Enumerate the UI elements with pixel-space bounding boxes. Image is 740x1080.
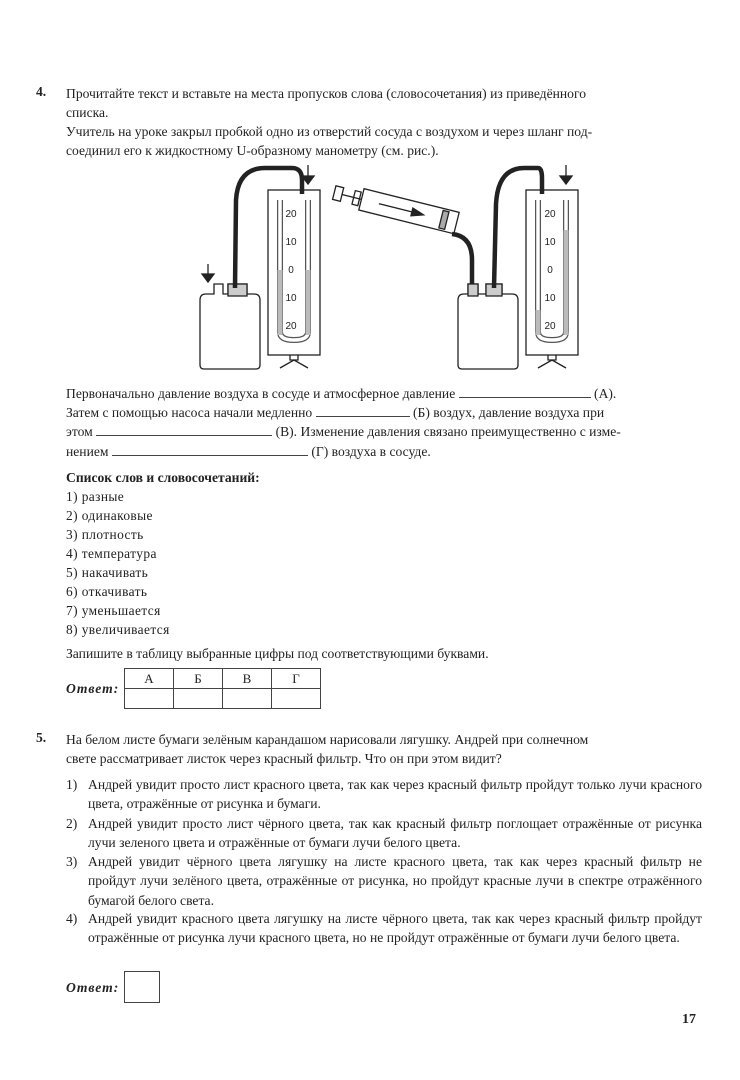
fill-in-line-d: нением (Г) воздуха в сосуде. bbox=[66, 443, 431, 459]
option-number: 1) bbox=[66, 777, 78, 792]
answer-cell-v[interactable] bbox=[223, 689, 272, 709]
question-4-prompt-line: списка. bbox=[66, 105, 109, 120]
question-5-prompt-line: На белом листе бумаги зелёным карандашом нарисовали лягушку. Андрей при солнечном bbox=[66, 732, 589, 747]
question-4-number: 4. bbox=[36, 84, 47, 99]
blank-d[interactable] bbox=[112, 442, 308, 456]
page-number: 17 bbox=[682, 1012, 696, 1027]
answer-table bbox=[124, 668, 321, 709]
word-list-title: Список слов и словосочетаний: bbox=[66, 470, 260, 485]
scale-label: 0 bbox=[288, 265, 294, 276]
answer-cell-a[interactable] bbox=[125, 689, 174, 709]
scale-label: 10 bbox=[544, 237, 556, 248]
scale-label: 20 bbox=[544, 321, 556, 332]
table-instruction: Запишите в таблицу выбранные цифры под соответствующими буквами. bbox=[66, 646, 489, 661]
option-3 bbox=[66, 852, 702, 910]
fill-in-line-c: этом (В). Изменение давления связано преимущественно с изме- bbox=[66, 424, 621, 440]
scale-label: 20 bbox=[285, 321, 297, 332]
answer-box[interactable] bbox=[124, 971, 160, 1003]
option-1 bbox=[66, 775, 702, 814]
option-number: 3) bbox=[66, 854, 78, 869]
word-list-item: 3) плотность bbox=[66, 527, 144, 542]
option-number: 2) bbox=[66, 816, 78, 831]
scale-label: 10 bbox=[544, 293, 556, 304]
word-list-item: 2) одинаковые bbox=[66, 508, 153, 523]
word-list-item: 5) накачивать bbox=[66, 565, 149, 580]
option-4 bbox=[66, 909, 702, 948]
question-4-prompt bbox=[66, 84, 706, 160]
table-header-b: Б bbox=[174, 669, 223, 689]
option-text: Андрей увидит просто лист чёрного цвета, так как красный фильтр поглощает отражённые от рисунка лучи зеленого цвета и отражённые от бумаги лучи белого цвета. bbox=[88, 816, 702, 851]
answer-cell-b[interactable] bbox=[174, 689, 223, 709]
fill-in-line-b: Затем с помощью насоса начали медленно (Б) воздух, давление воздуха при bbox=[66, 405, 605, 421]
word-list-item: 8) увеличивается bbox=[66, 622, 170, 637]
table-header-a: А bbox=[125, 669, 174, 689]
question-5-prompt bbox=[66, 730, 706, 768]
answer-cell-g[interactable] bbox=[272, 689, 321, 709]
table-header-g: Г bbox=[272, 669, 321, 689]
scale-label: 10 bbox=[285, 237, 297, 248]
word-list-item: 4) температура bbox=[66, 546, 157, 561]
fill-in-line-a: Первоначально давление воздуха в сосуде и атмосферное давление (А). bbox=[66, 386, 617, 401]
scale-label: 0 bbox=[547, 265, 553, 276]
answer-label: Ответ: bbox=[66, 980, 120, 995]
word-list-item: 1) разные bbox=[66, 489, 125, 504]
option-2 bbox=[66, 814, 702, 853]
question-4-prompt-line: Прочитайте текст и вставьте на места пропусков слова (словосочетания) из приведённого bbox=[66, 86, 586, 101]
fill-in-paragraph bbox=[66, 384, 706, 461]
option-number: 4) bbox=[66, 911, 78, 926]
blank-c[interactable] bbox=[96, 422, 272, 436]
question-4-intro-line: соединил его к жидкостному U-образному манометру (см. рис.). bbox=[66, 143, 439, 158]
question-5-number: 5. bbox=[36, 730, 47, 745]
blank-a[interactable] bbox=[459, 384, 591, 398]
option-text: Андрей увидит просто лист красного цвета, так как через красный фильтр пройдут только лучи красного цвета, отражённые от рисунка и бумаги. bbox=[88, 777, 702, 812]
table-header-v: В bbox=[223, 669, 272, 689]
blank-b[interactable] bbox=[316, 403, 410, 417]
word-list-item: 6) откачивать bbox=[66, 584, 148, 599]
word-list-item: 7) уменьшается bbox=[66, 603, 161, 618]
scale-label: 20 bbox=[285, 209, 297, 220]
question-5-prompt-line: свете рассматривает листок через красный фильтр. Что он при этом видит? bbox=[66, 751, 502, 766]
scale-label: 10 bbox=[285, 293, 297, 304]
scale-label: 20 bbox=[544, 209, 556, 220]
question-4-intro-line: Учитель на уроке закрыл пробкой одно из отверстий сосуда с воздухом и через шланг под- bbox=[66, 124, 593, 139]
answer-label: Ответ: bbox=[66, 681, 120, 696]
manometer-figure bbox=[180, 160, 600, 375]
option-text: Андрей увидит чёрного цвета лягушку на листе красного цвета, так как через красный фильтр не пройдут лучи зелёного цвета, отражённые от рисунка, но пройдут красные лучи в спектре отражённого бумагой белого света. bbox=[88, 854, 702, 908]
option-text: Андрей увидит красного цвета лягушку на листе чёрного цвета, так как через красный фильтр пройдут отражённые от рисунка лучи красного цвета, но не пройдут отражённые от бумаги лучи белого цвета. bbox=[88, 911, 702, 946]
